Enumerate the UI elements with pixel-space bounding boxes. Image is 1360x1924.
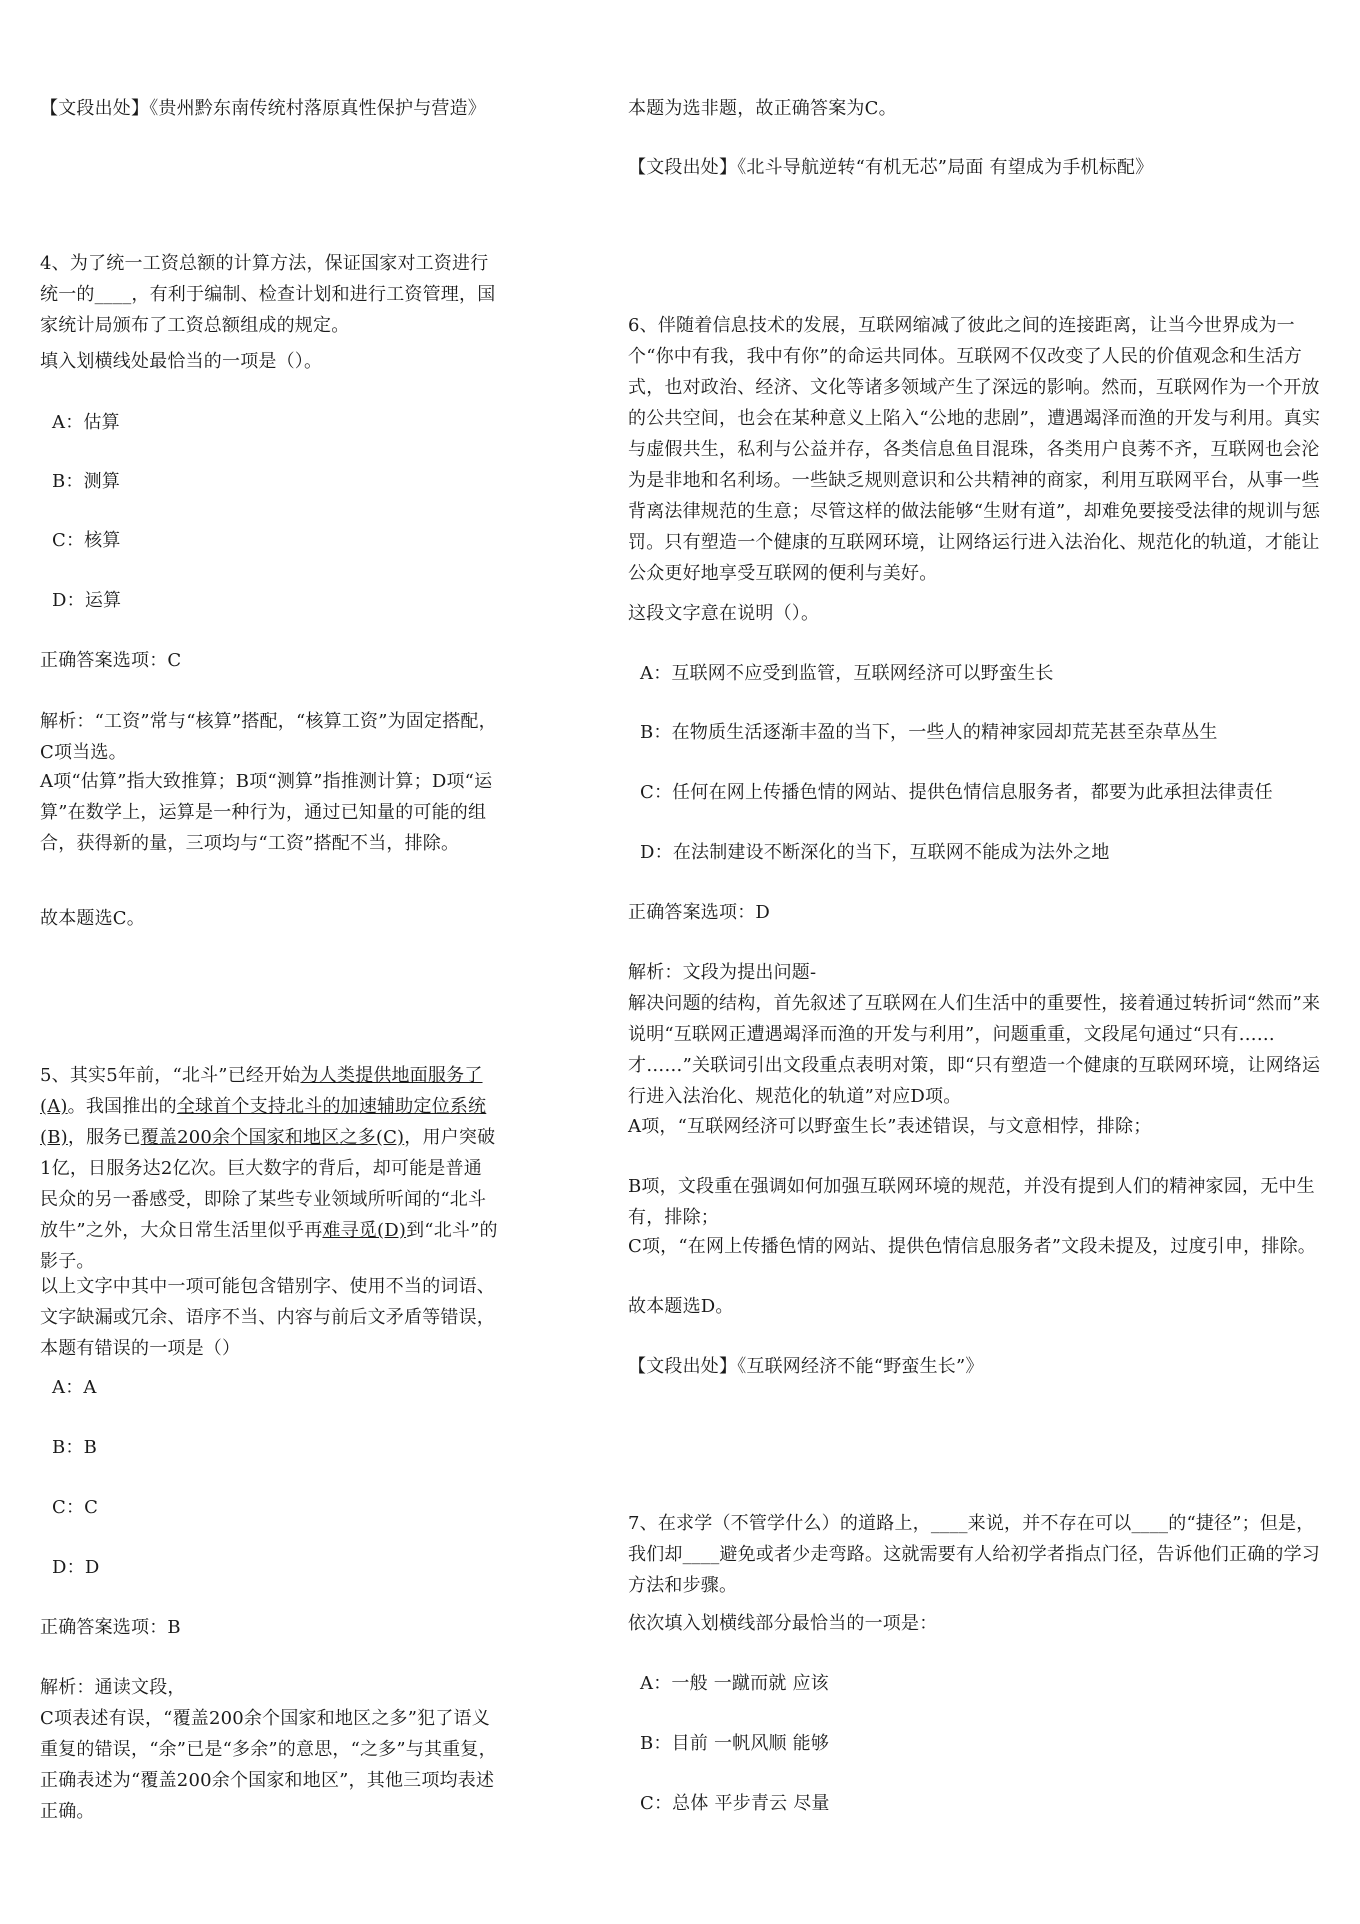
q6-analysis-a: A项，“互联网经济可以野蛮生长”表述错误，与文意相悖，排除； xyxy=(628,1116,1152,1137)
q6-prompt: 这段文字意在说明（）。 xyxy=(628,603,820,624)
q7-option-c: C：总体 平步青云 尽量 xyxy=(640,1793,830,1814)
q7-stem: 7、在求学（不管学什么）的道路上，____来说，并不存在可以____的“捷径”；但是，我们却____避免或者少走弯路。这就需要有人给初学者指点门径，告诉他们正确的学习方法和步骤。 xyxy=(628,1513,1320,1596)
q5-option-c: C：C xyxy=(52,1497,99,1518)
q5-option-d: D：D xyxy=(52,1557,100,1578)
q6-analysis-2: 解决问题的结构，首先叙述了互联网在人们生活中的重要性，接着通过转折词“然而”来说明“互联网正遭遇竭泽而渔的开发与利用”，问题重重，文段尾句通过“只有……才……”关联词引出文段重点表明对策，即“只有塑造一个健康的互联网环境，让网络运行进入法治化、规范化的轨道”对应D项。 xyxy=(628,993,1321,1107)
q6-option-b: B：在物质生活逐渐丰盈的当下，一些人的精神家园却荒芜甚至杂草丛生 xyxy=(640,722,1218,743)
q5-stem-part-4: ，用户突破1亿，日服务达2亿次。巨大数字的背后，却可能是普通民众的另一番感受，即除了某些专业领域所听闻的“北斗放牛”之外，大众日常生活里似乎再 xyxy=(40,1127,496,1241)
q4-analysis-1: 解析：“工资”常与“核算”搭配，“核算工资”为固定搭配，C项当选。 xyxy=(40,711,497,763)
q7-option-a: A：一般 一蹴而就 应该 xyxy=(640,1673,829,1694)
q6-source: 【文段出处】《互联网经济不能“野蛮生长”》 xyxy=(628,1356,984,1377)
q6-analysis-1: 解析：文段为提出问题- xyxy=(628,962,817,983)
q4-conclusion: 故本题选C。 xyxy=(40,908,145,929)
q7-prompt: 依次填入划横线部分最恰当的一项是： xyxy=(628,1613,938,1634)
q5-prompt: 以上文字中其中一项可能包含错别字、使用不当的词语、文字缺漏或冗余、语序不当、内容与前后文矛盾等错误，本题有错误的一项是（） xyxy=(40,1276,495,1359)
q5-stem-part-5: 到“北斗”的影子。 xyxy=(40,1220,498,1272)
q4-option-b: B：测算 xyxy=(52,471,121,492)
q7-option-b: B：目前 一帆风顺 能够 xyxy=(640,1733,830,1754)
q6-option-d: D：在法制建设不断深化的当下，互联网不能成为法外之地 xyxy=(640,842,1110,863)
q5-underline-a: 为人类提供地面服务了(A) xyxy=(40,1065,483,1117)
q5-analysis-2: C项表述有误，“覆盖200余个国家和地区之多”犯了语义重复的错误，“余”已是“多余”的意思，“之多”与其重复，正确表述为“覆盖200余个国家和地区”，其他三项均表述正确。 xyxy=(40,1708,497,1822)
q4-option-c: C：核算 xyxy=(52,530,121,551)
q5-option-a: A：A xyxy=(52,1377,97,1398)
q6-stem: 6、伴随着信息技术的发展，互联网缩减了彼此之间的连接距离，让当今世界成为一个“你中有我，我中有你”的命运共同体。互联网不仅改变了人民的价值观念和生活方式，也对政治、经济、文化等诸多领域产生了深远的影响。然而，互联网作为一个开放的公共空间，也会在某种意义上陷入“公地的悲剧”，遭遇竭泽而渔的开发与利用。真实与虚假共生，私利与公益并存，各类信息鱼目混珠，各类用户良莠不齐，互联网也会沦为是非地和名利场。一些缺乏规则意识和公共精神的商家，利用互联网平台，从事一些背离法律规范的生意；尽管这样的做法能够“生财有道”，却难免要接受法律的规训与惩罚。只有塑造一个健康的互联网环境，让网络运行进入法治化、规范化的轨道，才能让公众更好地享受互联网的便利与美好。 xyxy=(628,315,1321,584)
q6-analysis-c: C项，“在网上传播色情的网站、提供色情信息服务者”文段未提及，过度引申，排除。 xyxy=(628,1236,1316,1257)
q5-underline-d: 难寻觅(D) xyxy=(322,1220,407,1241)
q4-prompt: 填入划横线处最恰当的一项是（）。 xyxy=(40,351,323,372)
q4-stem: 4、为了统一工资总额的计算方法，保证国家对工资进行统一的____，有利于编制、检查计划和进行工资管理，国家统计局颁布了工资总额组成的规定。 xyxy=(40,253,496,336)
q5-conclusion: 本题为选非题，故正确答案为C。 xyxy=(628,98,897,119)
q6-conclusion: 故本题选D。 xyxy=(628,1296,734,1317)
q4-answer: 正确答案选项：C xyxy=(40,650,182,671)
q5-source: 【文段出处】《北斗导航逆转“有机无芯”局面 有望成为手机标配》 xyxy=(628,157,1154,178)
q3-source: 【文段出处】《贵州黔东南传统村落原真性保护与营造》 xyxy=(40,98,486,119)
q6-option-a: A：互联网不应受到监管，互联网经济可以野蛮生长 xyxy=(640,663,1054,684)
q4-analysis-2: A项“估算”指大致推算；B项“测算”指推测计算；D项“运算”在数学上，运算是一种行为，通过已知量的可能的组合，获得新的量，三项均与“工资”搭配不当，排除。 xyxy=(40,771,493,854)
q5-stem-part-3: ，服务已 xyxy=(67,1127,141,1148)
q5-stem-part-1: 5、其实5年前，“北斗”已经开始 xyxy=(40,1065,301,1086)
q5-underline-c: 覆盖200余个国家和地区之多(C) xyxy=(140,1127,405,1148)
q4-option-d: D：运算 xyxy=(52,590,122,611)
q6-option-c: C：任何在网上传播色情的网站、提供色情信息服务者，都要为此承担法律责任 xyxy=(640,782,1273,803)
q5-analysis-1: 解析：通读文段， xyxy=(40,1677,186,1698)
q4-option-a: A：估算 xyxy=(52,412,120,433)
q5-stem xyxy=(40,1060,500,1277)
q5-option-b: B：B xyxy=(52,1437,98,1458)
q5-answer: 正确答案选项：B xyxy=(40,1617,181,1638)
q5-underline-b: 全球首个支持北斗的加速辅助定位系统(B) xyxy=(40,1096,487,1148)
q6-analysis-b: B项，文段重在强调如何加强互联网环境的规范，并没有提到人们的精神家园，无中生有，排除； xyxy=(628,1176,1315,1228)
q6-answer: 正确答案选项：D xyxy=(628,902,771,923)
q5-stem-part-2: 。我国推出的 xyxy=(67,1096,177,1117)
